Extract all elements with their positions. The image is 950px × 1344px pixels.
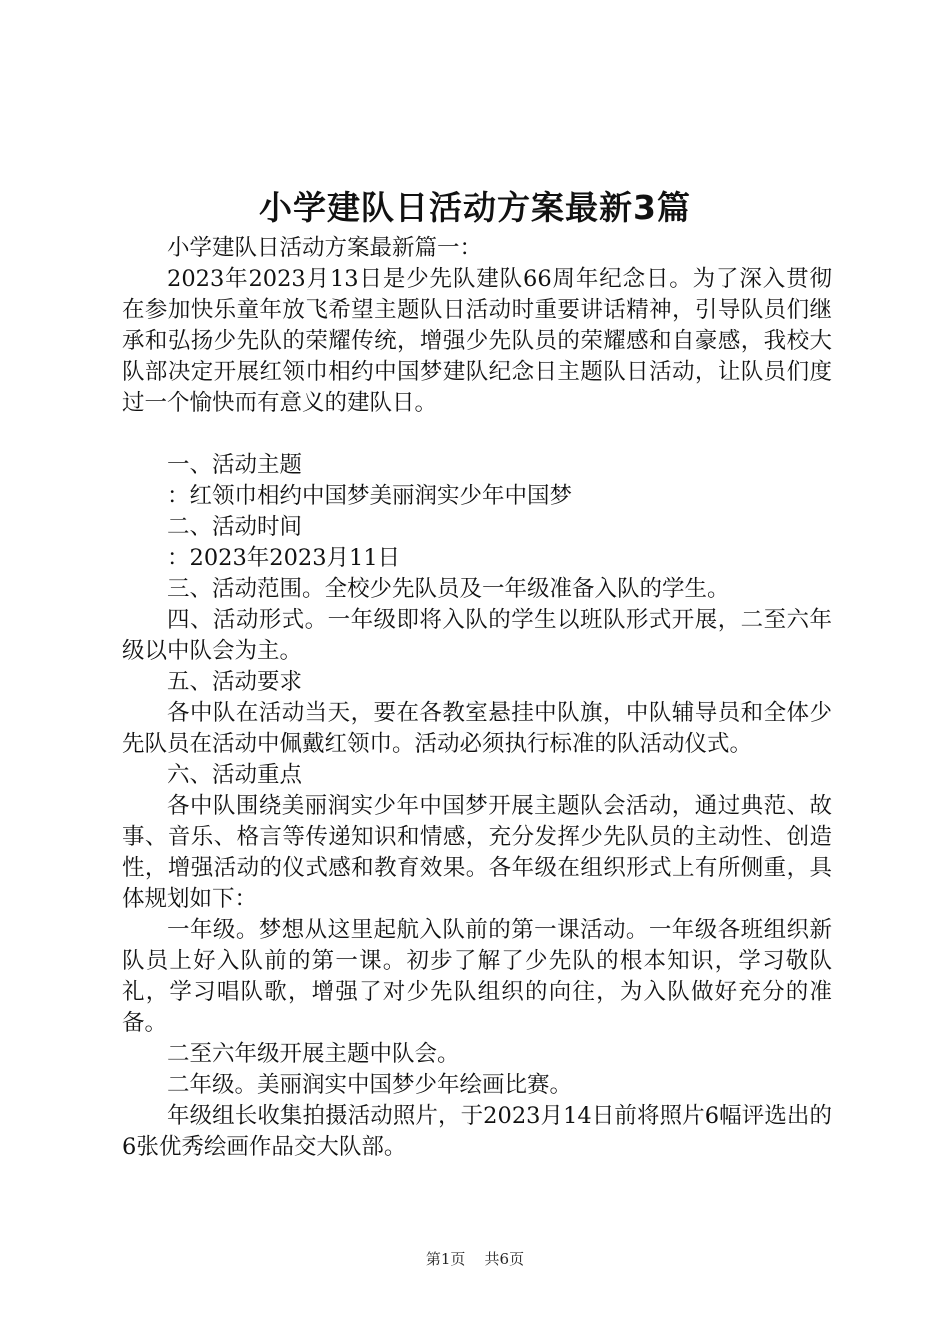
- paragraph-time: ：2023年2023月11日: [167, 545, 401, 571]
- paragraph-grades-two-six: 二至六年级开展主题中队会。: [167, 1041, 460, 1067]
- heading-time: 二、活动时间: [167, 514, 303, 540]
- heading-requirements: 五、活动要求: [167, 669, 303, 695]
- paragraph-spacer: [122, 419, 832, 450]
- paragraph-scope: 三、活动范围。全校少先队员及一年级准备入队的学生。: [167, 576, 730, 602]
- paragraph-format: 四、活动形式。一年级即将入队的学生以班队形式开展，二至六年级以中队会为主。: [122, 607, 832, 664]
- paragraph-intro: 小学建队日活动方案最新篇一：: [167, 235, 483, 261]
- paragraph-requirements: 各中队在活动当天，要在各教室悬挂中队旗，中队辅导员和全体少先队员在活动中佩戴红领巾。活动必须执行标准的队活动仪式。: [122, 700, 832, 757]
- paragraph-photos: 年级组长收集拍摄活动照片，于2023月14日前将照片6幅评选出的6张优秀绘画作品交大队部。: [122, 1103, 832, 1160]
- page-footer: [0, 1249, 950, 1269]
- paragraph-focus: 各中队围绕美丽润实少年中国梦开展主题队会活动，通过典范、故事、音乐、格言等传递知识和情感，充分发挥少先队员的主动性、创造性，增强活动的仪式感和教育效果。各年级在组织形式上有所侧重，具体规划如下：: [122, 793, 832, 912]
- paragraph-grade-two: 二年级。美丽润实中国梦少年绘画比赛。: [167, 1072, 573, 1098]
- document-body: [122, 233, 832, 1163]
- paragraph-background: 2023年2023月13日是少先队建队66周年纪念日。为了深入贯彻在参加快乐童年放飞希望主题队日活动时重要讲话精神，引导队员们继承和弘扬少先队的荣耀传统，增强少先队员的荣耀感和自豪感，我校大队部决定开展红领巾相约中国梦建队纪念日主题队日活动，让队员们度过一个愉快而有意义的建队日。: [122, 266, 832, 416]
- paragraph-grade-one: 一年级。梦想从这里起航入队前的第一课活动。一年级各班组织新队员上好入队前的第一课。初步了解了少先队的根本知识，学习敬队礼，学习唱队歌，增强了对少先队组织的向往，为入队做好充分的准备。: [122, 917, 832, 1036]
- heading-focus: 六、活动重点: [167, 762, 303, 788]
- paragraph-theme: ：红领巾相约中国梦美丽润实少年中国梦: [167, 483, 573, 509]
- page-title: 小学建队日活动方案最新3篇: [259, 188, 691, 227]
- page-number: 第1页: [425, 1250, 466, 1268]
- heading-theme: 一、活动主题: [167, 452, 303, 478]
- page-total: 共6页: [484, 1250, 525, 1268]
